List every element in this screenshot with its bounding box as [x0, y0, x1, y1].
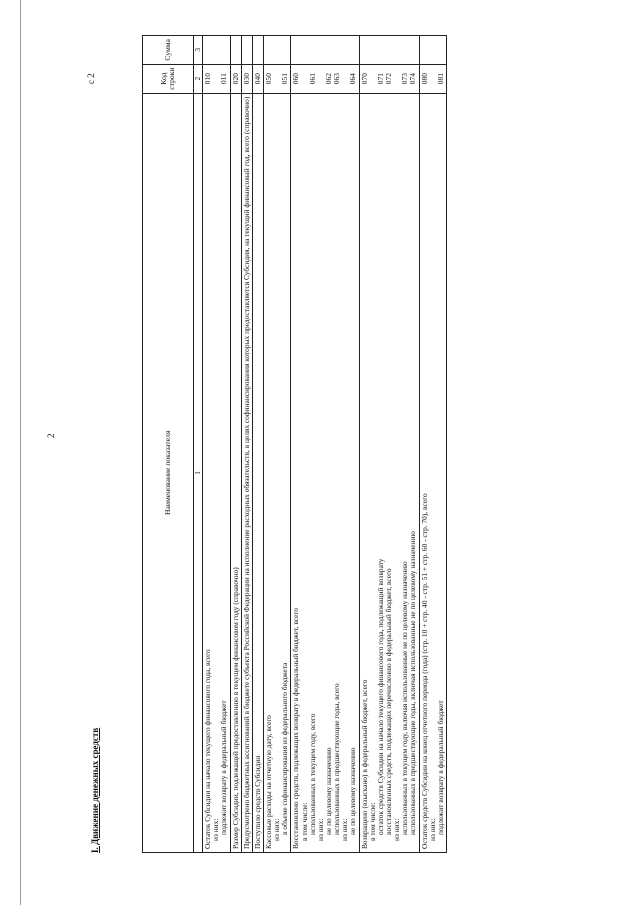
index-2: 2 — [194, 64, 203, 93]
row-code: 060 — [291, 73, 301, 85]
row-code: 074 — [408, 73, 418, 85]
row-code: 050 — [263, 73, 273, 85]
row-code: 030 — [241, 73, 251, 85]
row-label-line: Предусмотрено бюджетных ассигнований в бюджете субъекта Российской Федерации на исполнение расходных обязательств, в целях софинансирования которых предоставляется Субсидия, на текущий финансовый год, всего (справочно) — [241, 96, 251, 849]
header-sum: Сумма — [143, 36, 194, 65]
row-sum-cell[interactable] — [252, 36, 263, 65]
page-number: 2 — [46, 433, 56, 438]
row-sum-cell[interactable] — [230, 36, 241, 65]
table-row — [241, 36, 252, 853]
row-label-line: Кассовые расходы на отчетную дату, всего — [263, 714, 273, 849]
table-header-row — [143, 36, 194, 853]
row-label-line: не по целевому назначению — [323, 747, 333, 835]
row-label-line: не по целевому назначению — [348, 747, 358, 835]
row-label-line: подлежит возврату в федеральный бюджет — [435, 700, 445, 835]
row-code: 063 — [332, 73, 342, 85]
table-row — [291, 36, 359, 853]
row-label-line: из них: — [427, 818, 437, 841]
row-label-line: восстановленных средств, подлежащих перечислению в федеральный бюджет, всего — [383, 568, 393, 835]
scan-edge-line — [20, 0, 21, 905]
row-label-line: подлежит возврату в федеральный бюджет — [219, 700, 229, 835]
row-name-cell — [291, 93, 359, 852]
row-code-cell — [230, 64, 241, 93]
row-code: 073 — [400, 73, 410, 85]
row-code: 020 — [230, 73, 240, 85]
row-code: 051 — [280, 73, 290, 85]
row-label-line: Возвращено (взыскано) в федеральный бюджет, всего — [359, 679, 369, 849]
row-label-line: использованных в текущем году, включая использованные не по целевому назначению — [400, 561, 410, 835]
row-sum-cell[interactable] — [203, 36, 230, 65]
row-label-line: из них: — [340, 818, 350, 841]
row-label-line: из них: — [392, 818, 402, 841]
row-label-line: Поступило средств Субсидии — [252, 755, 262, 849]
row-name-cell — [419, 93, 446, 852]
row-code-cell — [241, 64, 252, 93]
row-label-line: использованных в текущем году, всего — [307, 713, 317, 835]
row-code: 081 — [435, 73, 445, 85]
row-code: 072 — [383, 73, 393, 85]
row-label-line: в том числе: — [299, 802, 309, 841]
row-label-line: Размер Субсидии, подлежащей предоставлению в текущем финансовом году (справочно) — [230, 567, 240, 849]
row-label-line: в объеме софинансирования из федерального бюджета — [280, 662, 290, 835]
section-title: I. Движение денежных средств — [90, 727, 100, 853]
row-label-line: Восстановлено средств, подлежащих возврату в федеральный бюджет, всего — [291, 608, 301, 849]
row-label-line: использованных в предшествующие годы, всего — [332, 683, 342, 835]
row-name-cell — [230, 93, 241, 852]
index-3: 3 — [194, 36, 203, 65]
row-code-cell — [291, 64, 359, 93]
row-sum-cell[interactable] — [359, 36, 419, 65]
row-name-cell — [252, 93, 263, 852]
row-sum-cell[interactable] — [291, 36, 359, 65]
row-sum-cell[interactable] — [241, 36, 252, 65]
sheet-code: с 2 — [86, 73, 96, 84]
row-code-cell — [203, 64, 230, 93]
row-code-cell — [252, 64, 263, 93]
table-row — [230, 36, 241, 853]
row-code: 064 — [348, 73, 358, 85]
row-label-line: из них: — [315, 818, 325, 841]
table-row — [263, 36, 290, 853]
row-name-cell — [263, 93, 290, 852]
row-code: 071 — [375, 73, 385, 85]
table-row — [419, 36, 446, 853]
row-sum-cell[interactable] — [263, 36, 290, 65]
row-label-line: из них: — [211, 818, 221, 841]
header-code: Код строки — [143, 64, 194, 93]
row-code-cell — [263, 64, 290, 93]
row-label-line: использованных в предшествующие годы, включая использованные не по целевому назначению — [408, 531, 418, 835]
index-1: 1 — [194, 93, 203, 852]
row-code-cell — [359, 64, 419, 93]
row-code: 010 — [203, 73, 213, 85]
cash-movement-table — [142, 35, 447, 853]
header-name: Наименование показателя — [143, 93, 194, 852]
row-label-line: Остаток средств Субсидии на конец отчетного периода (года) (стр. 10 + стр. 40 - стр. 51 + стр. 60 - стр. 70), всего — [419, 493, 429, 849]
table-index-row — [194, 36, 203, 853]
row-code: 061 — [307, 73, 317, 85]
row-code-cell — [419, 64, 446, 93]
row-code: 062 — [323, 73, 333, 85]
row-code: 040 — [252, 73, 262, 85]
row-label-line: из них: — [272, 818, 282, 841]
row-code: 070 — [359, 73, 369, 85]
row-sum-cell[interactable] — [419, 36, 446, 65]
table-row — [359, 36, 419, 853]
row-label-line: в том числе: — [367, 802, 377, 841]
row-name-cell — [241, 93, 252, 852]
row-code: 011 — [219, 73, 229, 85]
row-label-line: Остаток Субсидии на начало текущего финансового года, всего — [203, 649, 213, 849]
table-row — [203, 36, 230, 853]
row-name-cell — [359, 93, 419, 852]
row-label-line: остаток средств Субсидии на начало текущего финансового года, подлежащий возврату — [375, 558, 385, 835]
row-name-cell — [203, 93, 230, 852]
table-row — [252, 36, 263, 853]
row-code: 080 — [419, 73, 429, 85]
